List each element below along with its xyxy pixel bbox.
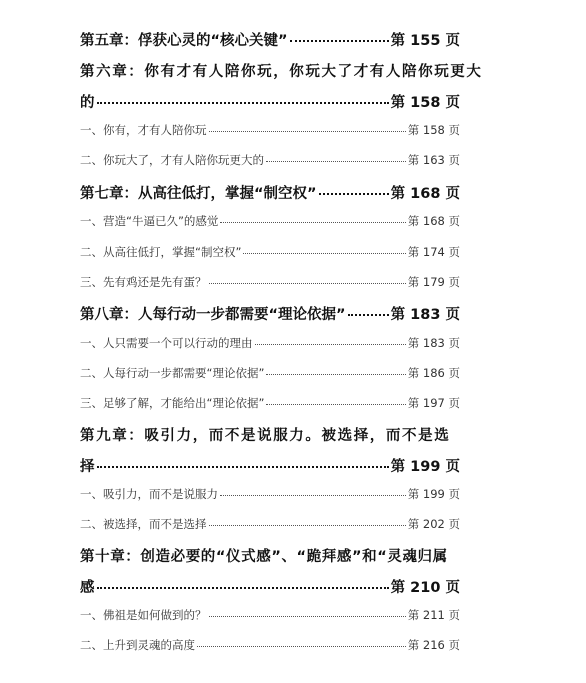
dot-leader: [209, 271, 406, 284]
dot-leader: [97, 572, 389, 589]
dot-leader: [97, 451, 389, 468]
toc-title: 二、你玩大了，才有人陪你玩更大的: [80, 152, 264, 167]
toc-entry-7-2[interactable]: [80, 243, 460, 260]
dot-leader: [97, 87, 389, 104]
toc-chapter-9-first-line[interactable]: 第九章：吸引力，而不是说服力。被选择，而不是选: [80, 428, 451, 444]
toc-entry-10-2[interactable]: [80, 636, 460, 653]
toc-page-number: 第 199 页: [407, 486, 460, 501]
toc-entry-chapter-9[interactable]: [80, 454, 460, 476]
dot-leader: [266, 149, 406, 162]
toc-page-number: 第 168 页: [407, 213, 460, 228]
toc-chapter-6-first-line[interactable]: 第六章：你有才有人陪你玩，你玩大了才有人陪你玩更大: [80, 64, 483, 80]
toc-page-number: 第 158 页: [390, 94, 460, 111]
toc-entry-chapter-6[interactable]: [80, 90, 460, 112]
toc-title: 第七章：从高往低打，掌握“制空权”: [80, 185, 317, 202]
toc-title: 择: [80, 458, 95, 475]
toc-page-number: 第 216 页: [407, 637, 460, 652]
toc-entry-8-2[interactable]: [80, 364, 460, 381]
dot-leader: [348, 299, 389, 316]
toc-page-number: 第 163 页: [407, 152, 460, 167]
toc-entry-7-3[interactable]: [80, 273, 460, 290]
toc-title: 一、吸引力，而不是说服力: [80, 486, 218, 501]
toc-entry-8-3[interactable]: [80, 394, 460, 411]
toc-page-number: 第 186 页: [407, 365, 460, 380]
dot-leader: [243, 241, 405, 254]
toc-title: 一、佛祖是如何做到的？: [80, 607, 207, 622]
toc-page-number: 第 168 页: [390, 185, 460, 202]
toc-chapter-10-first-line[interactable]: 第十章：创造必要的“仪式感”、“跪拜感”和“灵魂归属: [80, 549, 448, 565]
toc-title: 三、足够了解，才能给出“理论依据”: [80, 395, 265, 410]
dot-leader: [197, 634, 406, 647]
toc-entry-9-1[interactable]: [80, 485, 460, 502]
toc-page-number: 第 158 页: [407, 122, 460, 137]
toc-page-number: 第 183 页: [407, 335, 460, 350]
toc-page-number: 第 155 页: [390, 32, 460, 49]
toc-title: 二、从高往低打，掌握“制空权”: [80, 244, 242, 259]
toc-page-number: 第 199 页: [390, 458, 460, 475]
toc-page-number: 第 197 页: [407, 395, 460, 410]
dot-leader: [319, 178, 389, 195]
toc-entry-9-2[interactable]: [80, 515, 460, 532]
toc-page-number: 第 211 页: [407, 607, 460, 622]
dot-leader: [209, 604, 406, 617]
toc-entry-chapter-10[interactable]: [80, 575, 460, 597]
toc-entry-chapter-7[interactable]: [80, 181, 460, 203]
toc-entry-7-1[interactable]: [80, 212, 460, 229]
dot-leader: [209, 513, 406, 526]
toc-page-number: 第 183 页: [390, 306, 460, 323]
toc-title: 二、被选择，而不是选择: [80, 516, 207, 531]
toc-title: 一、营造“牛逼已久”的感觉: [80, 213, 219, 228]
toc-entry-6-2[interactable]: [80, 151, 460, 168]
toc-title: 的: [80, 94, 95, 111]
toc-entry-10-1[interactable]: [80, 606, 460, 623]
toc-page-number: 第 210 页: [390, 579, 460, 596]
toc-entry-6-1[interactable]: [80, 121, 460, 138]
dot-leader: [266, 362, 405, 375]
toc-page-number: 第 174 页: [407, 244, 460, 259]
toc-title: 感: [80, 579, 95, 596]
toc-title: 二、人每行动一步都需要“理论依据”: [80, 365, 265, 380]
dot-leader: [220, 483, 406, 496]
toc-title: 一、你有，才有人陪你玩: [80, 122, 207, 137]
toc-entry-chapter-5[interactable]: [80, 28, 460, 50]
toc-title: 第五章：俘获心灵的“核心关键”: [80, 32, 288, 49]
dot-leader: [209, 119, 406, 132]
toc-page-number: 第 179 页: [407, 274, 460, 289]
toc-page-number: 第 202 页: [407, 516, 460, 531]
toc-entry-8-1[interactable]: [80, 334, 460, 351]
dot-leader: [266, 392, 405, 405]
toc-title: 三、先有鸡还是先有蛋？: [80, 274, 207, 289]
toc-title: 二、上升到灵魂的高度: [80, 637, 195, 652]
dot-leader: [255, 332, 406, 345]
dot-leader: [220, 210, 405, 223]
dot-leader: [290, 25, 389, 42]
toc-title: 一、人只需要一个可以行动的理由: [80, 335, 253, 350]
toc-entry-chapter-8[interactable]: [80, 302, 460, 324]
toc-title: 第八章：人每行动一步都需要“理论依据”: [80, 306, 346, 323]
